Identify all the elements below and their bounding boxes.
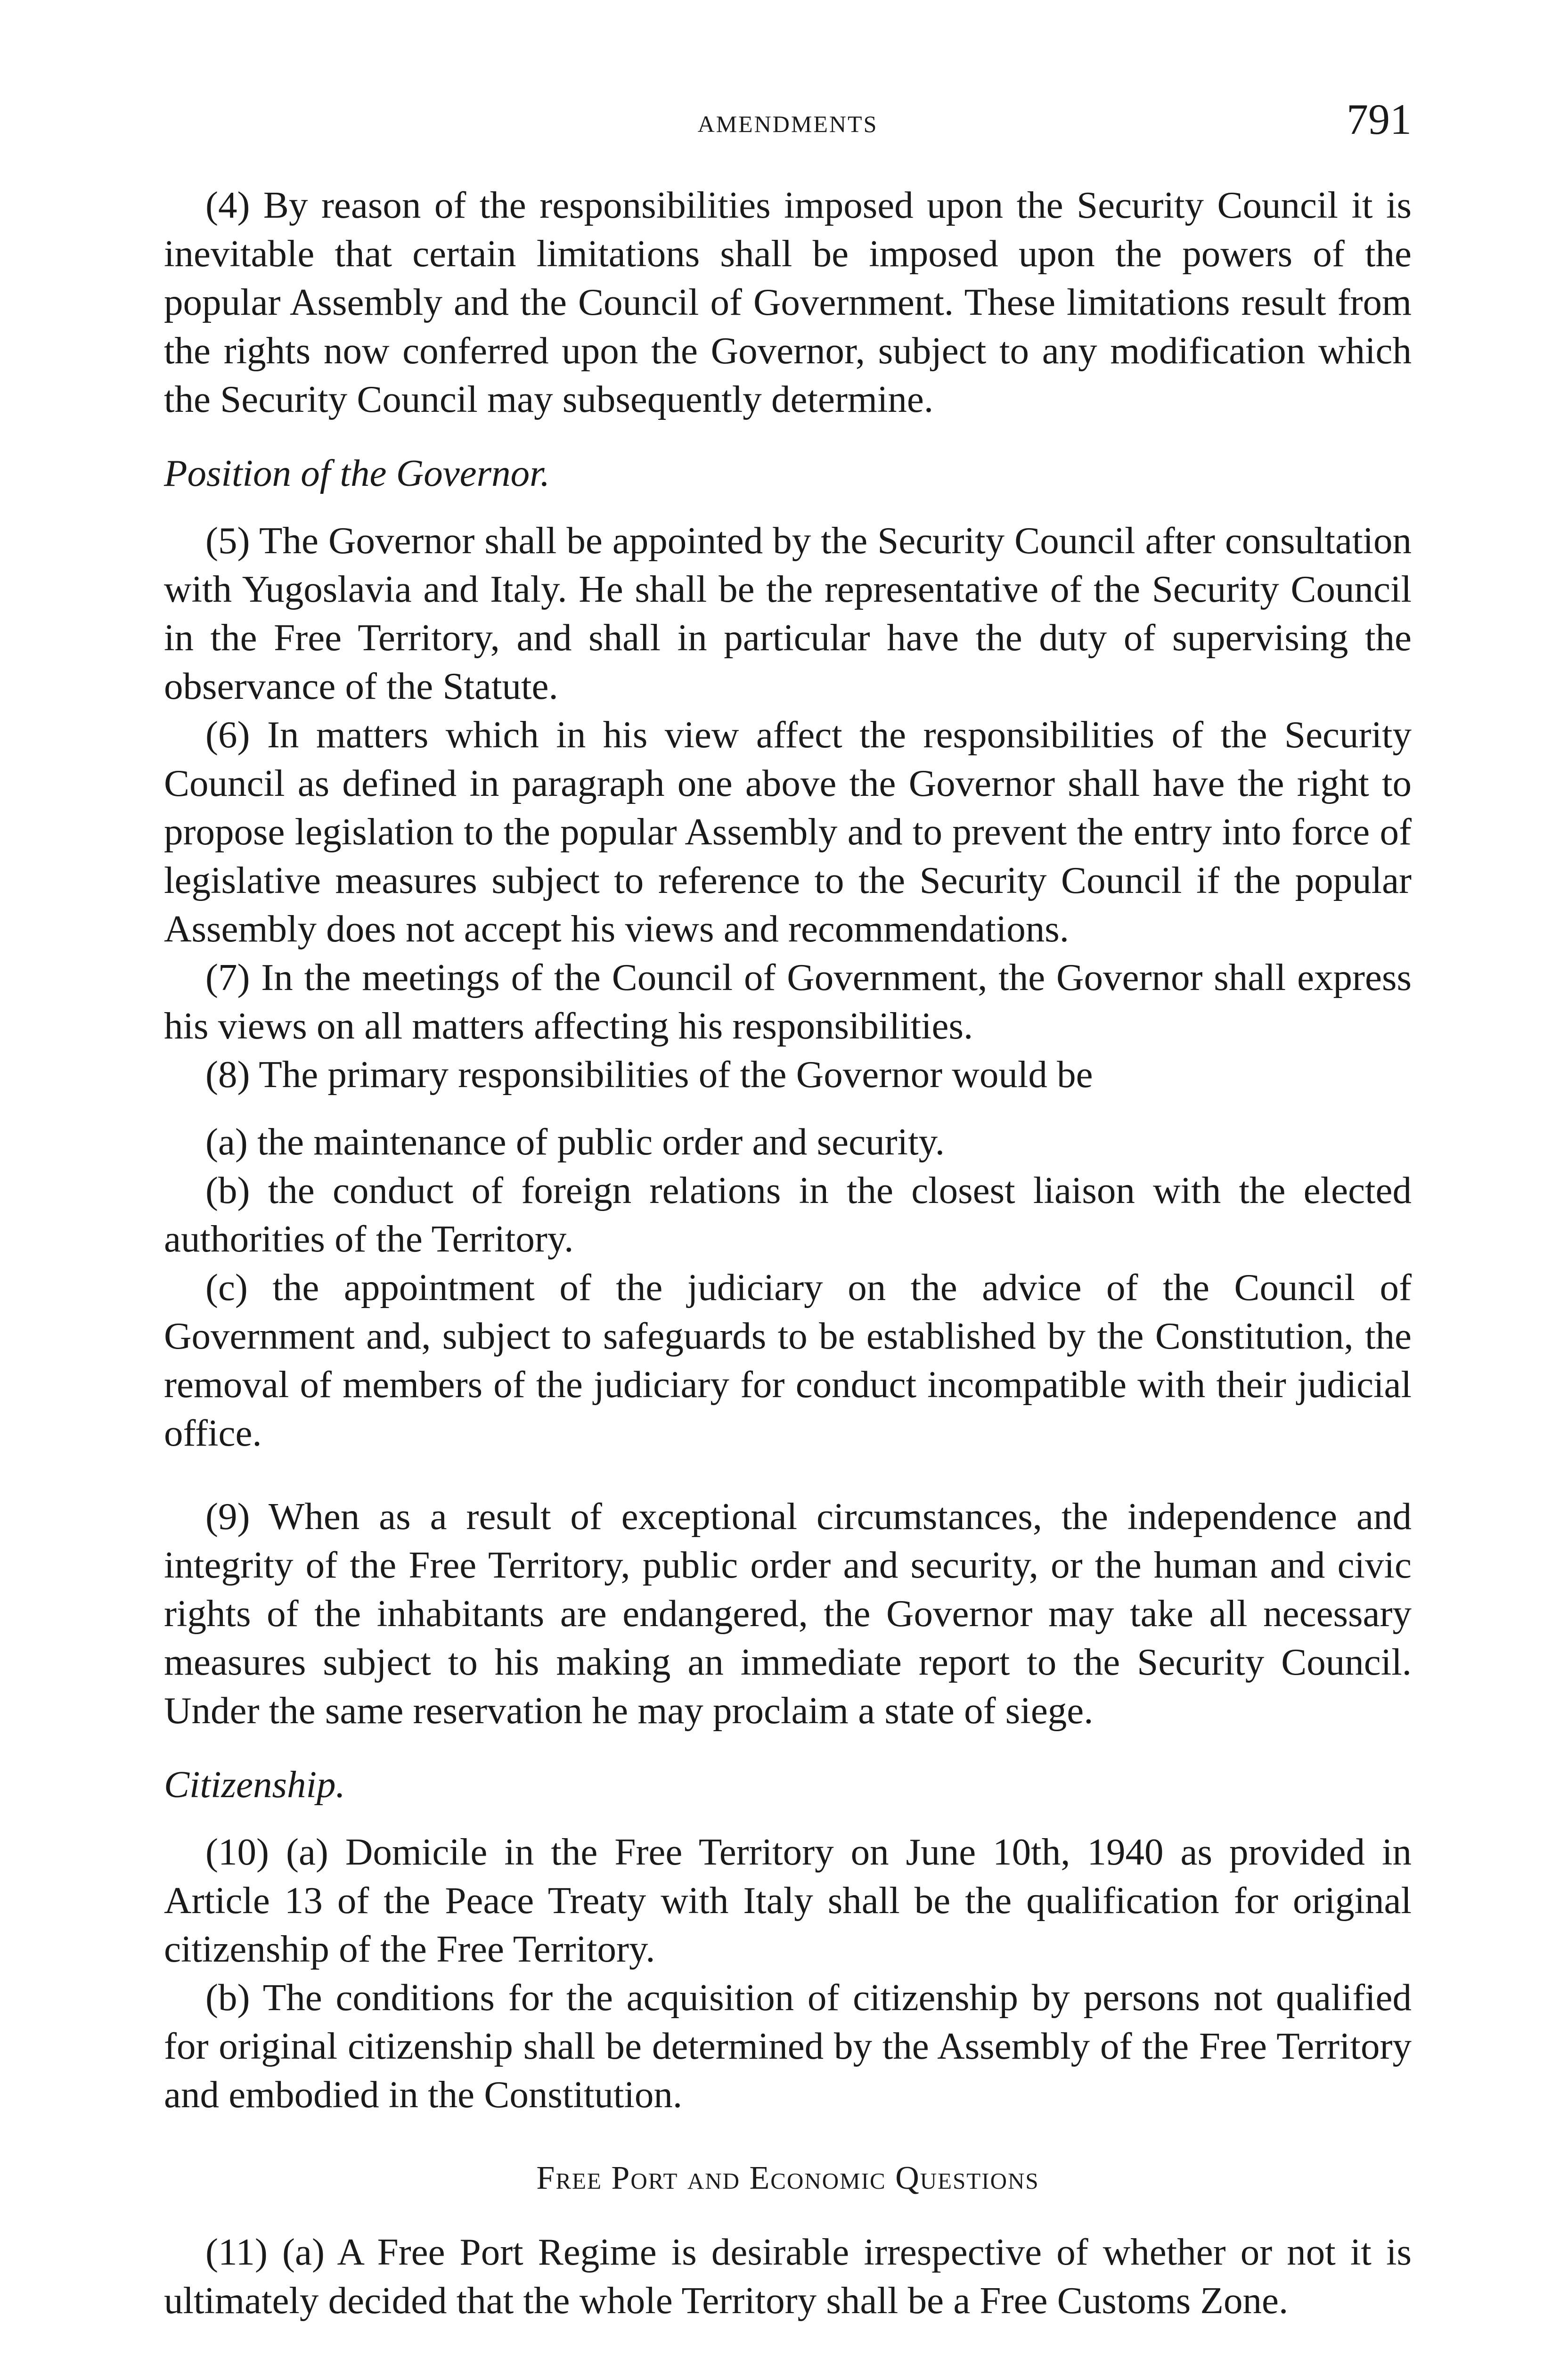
paragraph-4: (4) By reason of the responsibilities imposed upon the Security Council it is inevitable that certain limitations shall be imposed upon the powers of the popular Assembly and the Council of Government. These limitations result from the rights now conferred upon the Governor, subject to any modification which the Security Council may subsequently determine. <box>164 184 1412 420</box>
subheading-citizenship: Citizenship. <box>164 1763 345 1806</box>
paragraph-8a: (a) the maintenance of public order and security. <box>205 1121 945 1163</box>
paragraph-9: (9) When as a result of exceptional circumstances, the independence and integrity of the Free Territory, public order and security, or the human and civic rights of the inhabitants are endangered, the Governor may take all necessary measures subject to his making an immediate report to the Security Council. Under the same reservation he may proclaim a state of siege. <box>164 1495 1412 1732</box>
page-header <box>164 94 1412 155</box>
page-body <box>164 181 1412 2325</box>
paragraph-11a: (11) (a) A Free Port Regime is desirable irrespective of whether or not it is ultimately decided that the whole Territory shall be a Free Customs Zone. <box>164 2231 1412 2322</box>
paragraph-5: (5) The Governor shall be appointed by the Security Council after consultation with Yugoslavia and Italy. He shall be the representative of the Security Council in the Free Territory, and shall in particular have the duty of supervising the observance of the Statute. <box>164 519 1412 707</box>
paragraph-8: (8) The primary responsibilities of the Governor would be <box>205 1053 1093 1096</box>
section-heading-free-port: Free Port and Economic Questions <box>536 2160 1039 2196</box>
running-title: AMENDMENTS <box>697 111 878 137</box>
paragraph-6: (6) In matters which in his view affect the responsibilities of the Security Council as defined in paragraph one above the Governor shall have the right to propose legislation to the popular Assembly and to prevent the entry into force of legislative measures subject to reference to the Security Council if the popular Assembly does not accept his views and recommendations. <box>164 713 1412 950</box>
paragraph-10a: (10) (a) Domicile in the Free Territory on June 10th, 1940 as provided in Article 13 of the Peace Treaty with Italy shall be the qualification for original citizenship of the Free Territory. <box>164 1831 1412 1970</box>
paragraph-8b: (b) the conduct of foreign relations in the closest liaison with the elected authorities of the Territory. <box>164 1169 1412 1260</box>
paragraph-10b: (b) The conditions for the acquisition of citizenship by persons not qualified for original citizenship shall be determined by the Assembly of the Free Territory and embodied in the Constitution. <box>164 1976 1412 2116</box>
paragraph-7: (7) In the meetings of the Council of Government, the Governor shall express his views on all matters affecting his responsibilities. <box>164 956 1412 1047</box>
page-number: 791 <box>1347 95 1412 143</box>
paragraph-8c: (c) the appointment of the judiciary on the advice of the Council of Government and, subject to safeguards to be established by the Constitution, the removal of members of the judiciary for conduct incompatible with their judicial office. <box>164 1266 1412 1454</box>
subheading-position-of-governor: Position of the Governor. <box>164 452 550 494</box>
